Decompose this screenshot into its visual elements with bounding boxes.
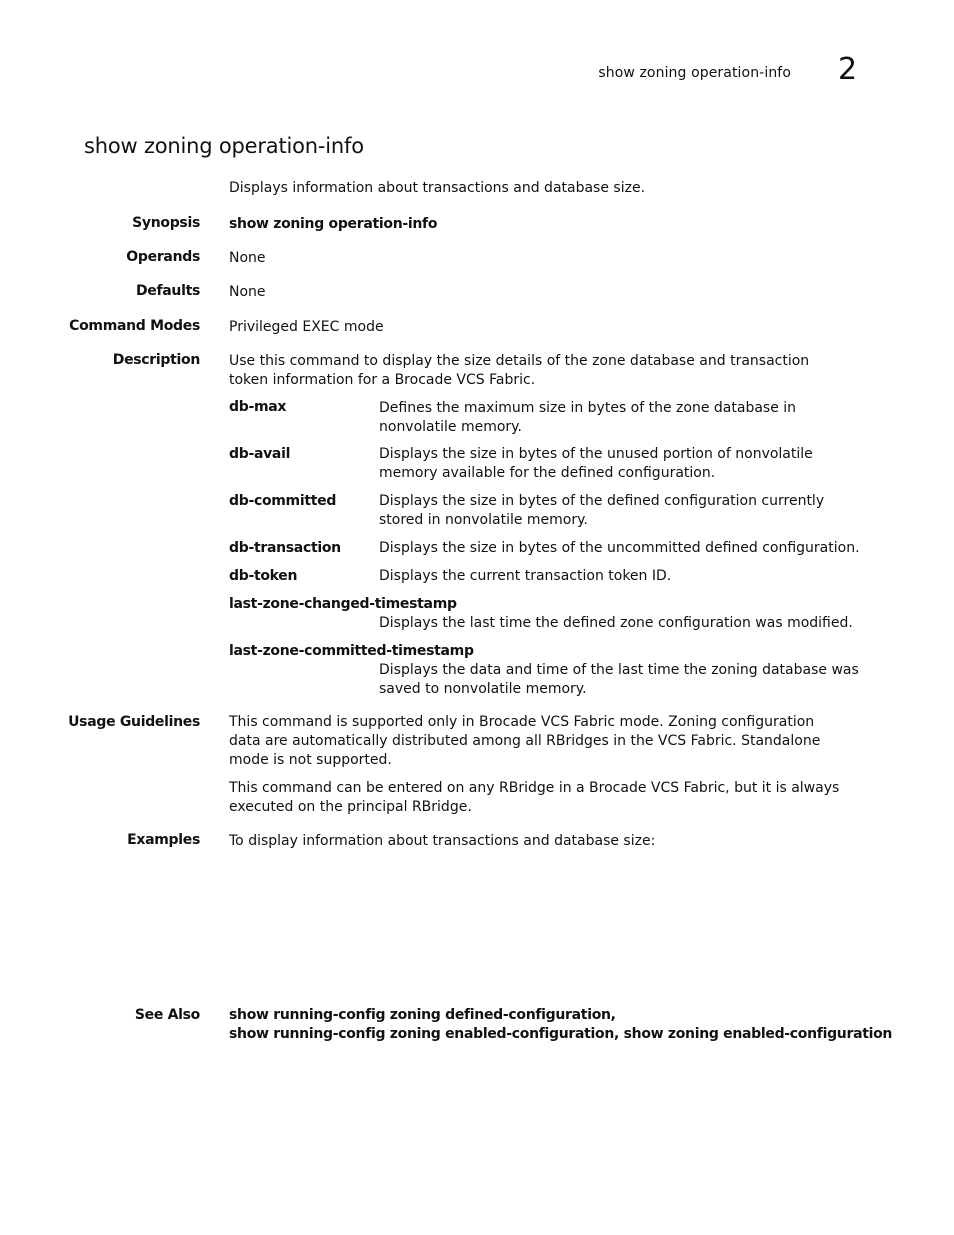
param-desc: Displays the size in bytes of the defined configuration currently stored in nonvolatile memory. <box>379 493 825 528</box>
defaults-label: Defaults <box>135 283 200 299</box>
usage-paragraph: This command can be entered on any RBridge in a Brocade VCS Fabric, but it is always executed on the principal RBridge. <box>229 780 840 815</box>
param-desc: Displays the data and time of the last time the zoning database was saved to nonvolatile memory. <box>379 662 859 697</box>
param-desc: Displays the current transaction token ID. <box>379 568 672 584</box>
command-modes-text: Privileged EXEC mode <box>229 319 384 335</box>
usage-guidelines-label: Usage Guidelines <box>68 714 200 730</box>
param-desc: Displays the size in bytes of the uncommitted defined configuration. <box>379 540 860 556</box>
chapter-number: 2 <box>838 52 858 87</box>
description-label: Description <box>112 352 200 368</box>
see-also-label: See Also <box>134 1007 200 1023</box>
param-desc: Defines the maximum size in bytes of the zone database in nonvolatile memory. <box>379 400 797 435</box>
synopsis-text: show zoning operation-info <box>229 216 438 232</box>
see-also-link[interactable]: show running-config zoning defined-configuration, <box>229 1007 616 1023</box>
synopsis-label: Synopsis <box>132 215 200 231</box>
param-term: db-transaction <box>229 540 341 556</box>
running-header-title: show zoning operation-info <box>598 65 791 81</box>
operands-label: Operands <box>126 249 200 265</box>
intro-text: Displays information about transactions and database size. <box>229 180 646 196</box>
param-term: db-committed <box>229 493 337 509</box>
command-modes-label: Command Modes <box>69 318 200 334</box>
page-title: show zoning operation-info <box>84 134 364 158</box>
examples-label: Examples <box>127 832 200 848</box>
defaults-text: None <box>229 284 266 300</box>
param-term: last-zone-committed-timestamp <box>229 643 474 659</box>
param-term: db-avail <box>229 446 291 462</box>
examples-text: To display information about transactions and database size: <box>229 833 656 849</box>
param-desc: Displays the last time the defined zone configuration was modified. <box>379 615 853 631</box>
param-term: db-token <box>229 568 298 584</box>
operands-text: None <box>229 250 266 266</box>
param-term: last-zone-changed-timestamp <box>229 596 457 612</box>
param-term: db-max <box>229 399 287 415</box>
see-also-link[interactable]: show running-config zoning enabled-configuration, show zoning enabled-configuration <box>229 1026 893 1042</box>
description-text: Use this command to display the size details of the zone database and transaction token information for a Brocade VCS Fabric. <box>229 353 810 388</box>
usage-paragraph: This command is supported only in Brocade VCS Fabric mode. Zoning configuration data are automatically distributed among all RBridges in the VCS Fabric. Standalone mode is not supported. <box>229 714 821 768</box>
param-desc: Displays the size in bytes of the unused portion of nonvolatile memory available for the defined configuration. <box>379 446 813 481</box>
